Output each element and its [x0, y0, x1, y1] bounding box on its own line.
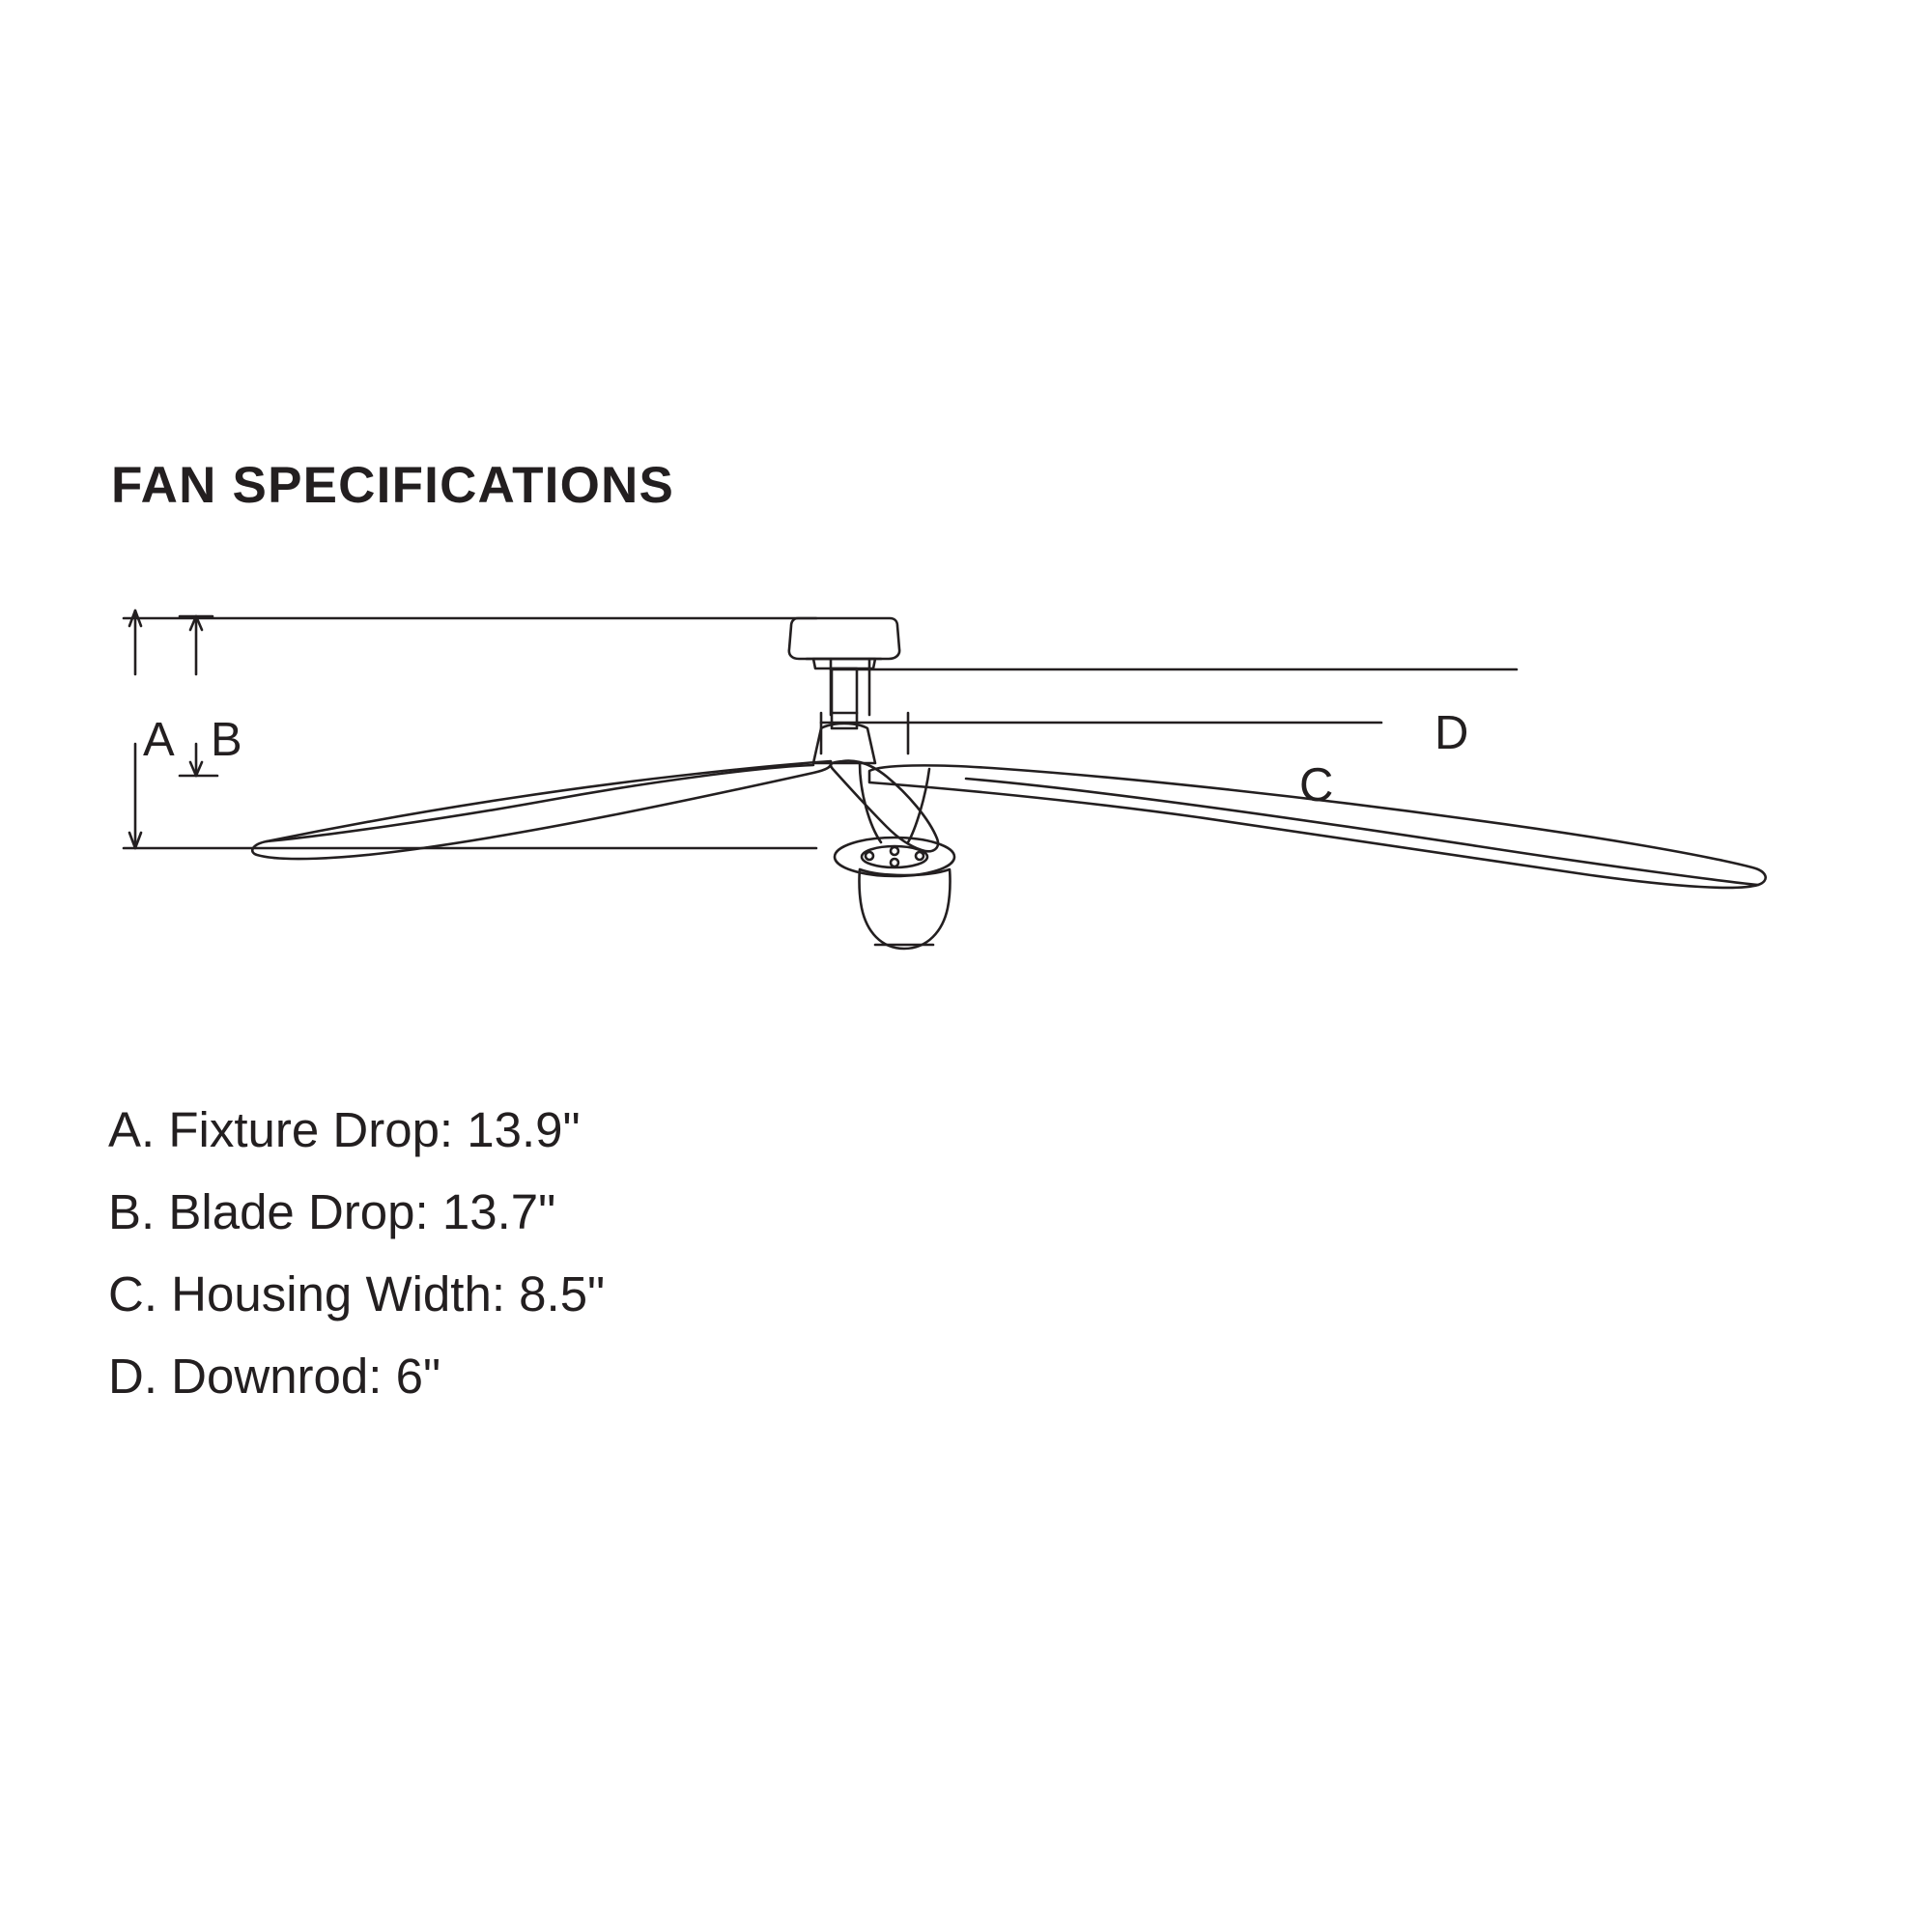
fan-blade-right-edge: [966, 779, 1758, 885]
hub-screw-3: [916, 852, 923, 860]
callout-label-c: C: [1299, 759, 1334, 811]
spec-item-downrod: D. Downrod: 6": [108, 1349, 441, 1404]
light-kit-shade: [860, 869, 951, 949]
canopy: [789, 618, 899, 659]
blade-hub-inner: [862, 846, 927, 867]
hub-screw-2: [891, 847, 898, 855]
callout-label-d: D: [1435, 707, 1469, 759]
fan-drawing: [97, 599, 1855, 1082]
fan-blade-left: [252, 761, 831, 859]
housing-side-right: [908, 769, 929, 842]
callout-label-a: A: [143, 714, 175, 766]
canopy-collar: [813, 659, 875, 668]
spec-item-fixture-drop: A. Fixture Drop: 13.9": [108, 1102, 581, 1157]
page-title: FAN SPECIFICATIONS: [111, 457, 675, 514]
blade-hub-plate: [835, 838, 954, 876]
hub-screw-1: [866, 852, 873, 860]
downrod: [832, 668, 857, 728]
hub-screw-4: [891, 859, 898, 867]
spec-item-housing-width: C. Housing Width: 8.5": [108, 1266, 606, 1321]
callout-label-b: B: [211, 714, 242, 766]
specification-list: [108, 1101, 1267, 1430]
fan-dimension-diagram: [97, 599, 1855, 1082]
spec-item-blade-drop: B. Blade Drop: 13.7": [108, 1184, 556, 1239]
